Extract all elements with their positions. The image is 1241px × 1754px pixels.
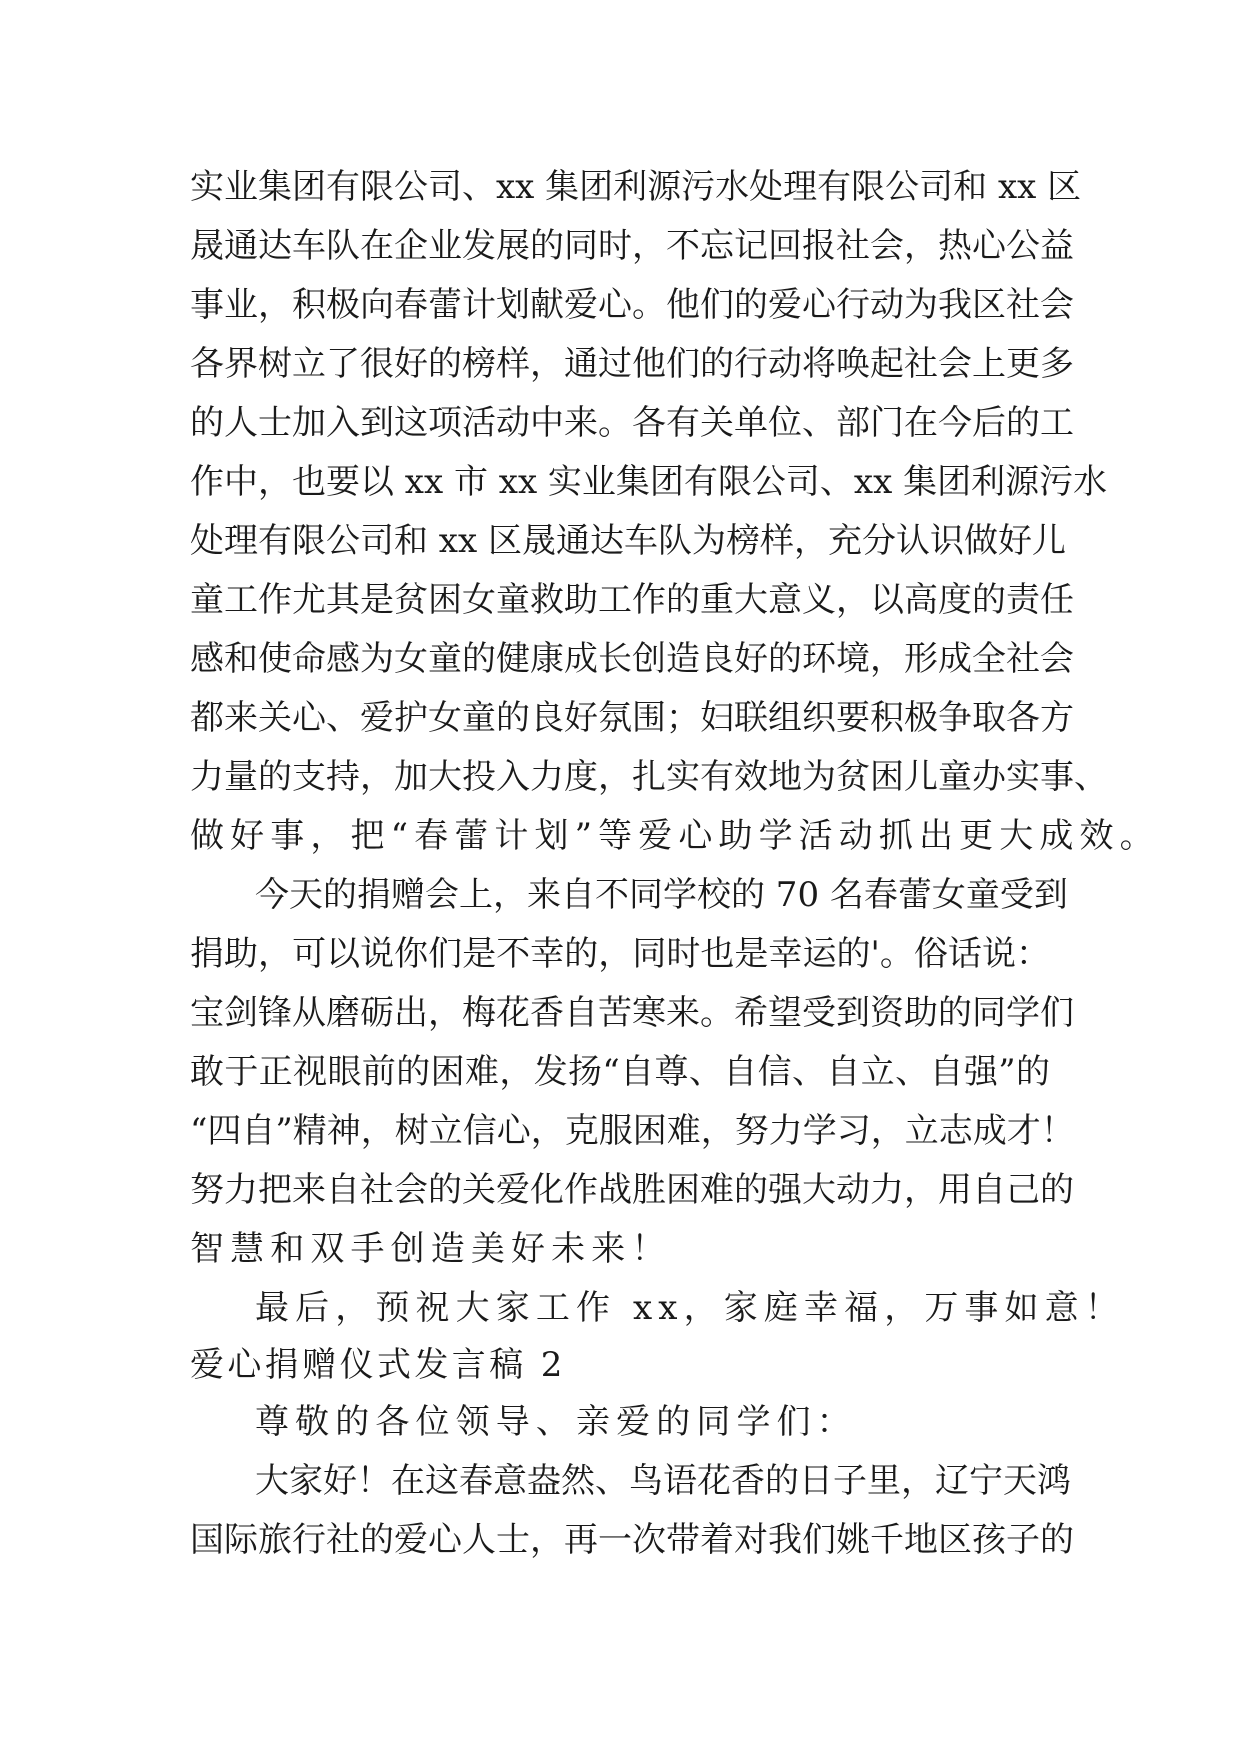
paragraph-line: 捐助，可以说你们是不幸的，同时也是幸运的'。俗话说： [190, 934, 1050, 974]
paragraph-line: 敢于正视眼前的困难，发扬“自尊、自信、自立、自强”的 [190, 1052, 1050, 1092]
paragraph-line: 宝剑锋从磨砺出，梅花香自苦寒来。希望受到资助的同学们 [190, 993, 1074, 1033]
paragraph-line: 的人士加入到这项活动中来。各有关单位、部门在今后的工 [190, 403, 1074, 443]
paragraph-line: 今天的捐赠会上，来自不同学校的 70 名春蕾女童受到 [255, 875, 1068, 915]
paragraph-line: 做好事，把“春蕾计划”等爱心助学活动抓出更大成效。 [190, 816, 1160, 856]
paragraph-line: 作中，也要以 xx 市 xx 实业集团有限公司、xx 集团利源污水 [190, 462, 1108, 502]
paragraph-line: 事业，积极向春蕾计划献爱心。他们的爱心行动为我区社会 [190, 285, 1074, 325]
section-title: 爱心捐赠仪式发言稿 2 [190, 1345, 566, 1385]
paragraph-line: 都来关心、爱护女童的良好氛围；妇联组织要积极争取各方 [190, 698, 1074, 738]
paragraph-line: 国际旅行社的爱心人士，再一次带着对我们姚千地区孩子的 [190, 1520, 1074, 1560]
paragraph-line: 智慧和双手创造美好未来！ [190, 1229, 672, 1269]
salutation-line: 尊敬的各位领导、亲爱的同学们： [255, 1402, 857, 1442]
paragraph-line: 力量的支持，加大投入力度，扎实有效地为贫困儿童办实事、 [190, 757, 1108, 797]
paragraph-line: 处理有限公司和 xx 区晟通达车队为榜样，充分认识做好儿 [190, 521, 1066, 561]
paragraph-line: 努力把来自社会的关爱化作战胜困难的强大动力，用自己的 [190, 1170, 1074, 1210]
paragraph-line: 各界树立了很好的榜样，通过他们的行动将唤起社会上更多 [190, 344, 1074, 384]
paragraph-line: 童工作尤其是贫困女童救助工作的重大意义，以高度的责任 [190, 580, 1074, 620]
paragraph-line: 大家好！在这春意盎然、鸟语花香的日子里，辽宁天鸿 [255, 1461, 1071, 1501]
paragraph-line: 最后，预祝大家工作 xx，家庭幸福，万事如意！ [255, 1288, 1125, 1328]
paragraph-line: 实业集团有限公司、xx 集团利源污水处理有限公司和 xx 区 [190, 167, 1082, 207]
paragraph-line: “四自”精神，树立信心，克服困难，努力学习，立志成才！ [190, 1111, 1075, 1151]
paragraph-line: 晟通达车队在企业发展的同时，不忘记回报社会，热心公益 [190, 226, 1074, 266]
paragraph-line: 感和使命感为女童的健康成长创造良好的环境，形成全社会 [190, 639, 1074, 679]
